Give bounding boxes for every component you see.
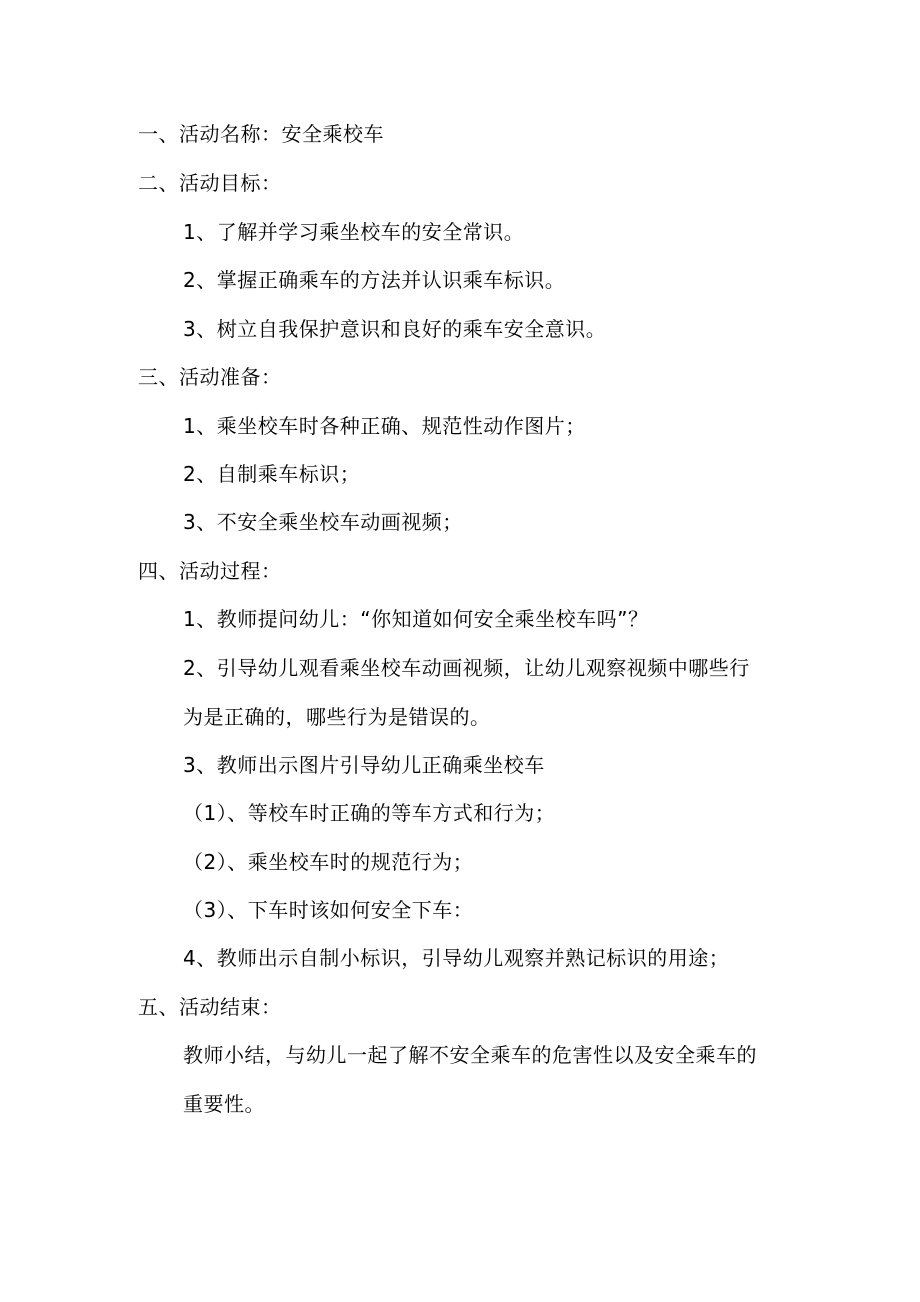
- goal-item-3: 3、树立自我保护意识和良好的乘车安全意识。: [183, 317, 607, 341]
- section-5-heading: 五、活动结束：: [138, 995, 282, 1019]
- goal-item-2: 2、掌握正确乘车的方法并认识乘车标识。: [183, 268, 566, 292]
- section-1-heading: 一、活动名称：安全乘校车: [138, 122, 384, 146]
- summary-line-2: 重要性。: [183, 1092, 265, 1116]
- prep-item-3: 3、不安全乘坐校车动画视频；: [183, 510, 463, 534]
- section-4-heading: 四、活动过程：: [138, 559, 282, 583]
- process-item-3: 3、教师出示图片引导幼儿正确乘坐校车: [183, 753, 545, 777]
- process-item-1: 1、教师提问幼儿：“你知道如何安全乘坐校车吗”？: [183, 607, 649, 631]
- prep-item-1: 1、乘坐校车时各种正确、规范性动作图片；: [183, 414, 586, 438]
- process-subitem-3: （3）、下车时该如何安全下车：: [183, 898, 474, 922]
- section-2-heading: 二、活动目标：: [138, 171, 282, 195]
- process-subitem-1: （1）、等校车时正确的等车方式和行为；: [183, 801, 556, 825]
- prep-item-2: 2、自制乘车标识；: [183, 462, 361, 486]
- process-item-2: 2、引导幼儿观看乘坐校车动画视频，让幼儿观察视频中哪些行: [183, 656, 750, 680]
- summary-line-1: 教师小结，与幼儿一起了解不安全乘车的危害性以及安全乘车的: [183, 1043, 757, 1067]
- process-subitem-2: （2）、乘坐校车时的规范行为；: [183, 850, 474, 874]
- goal-item-1: 1、了解并学习乘坐校车的安全常识。: [183, 220, 525, 244]
- section-3-heading: 三、活动准备：: [138, 365, 282, 389]
- process-item-4: 4、教师出示自制小标识，引导幼儿观察并熟记标识的用途；: [183, 946, 730, 970]
- process-item-2-continued: 为是正确的，哪些行为是错误的。: [183, 705, 491, 729]
